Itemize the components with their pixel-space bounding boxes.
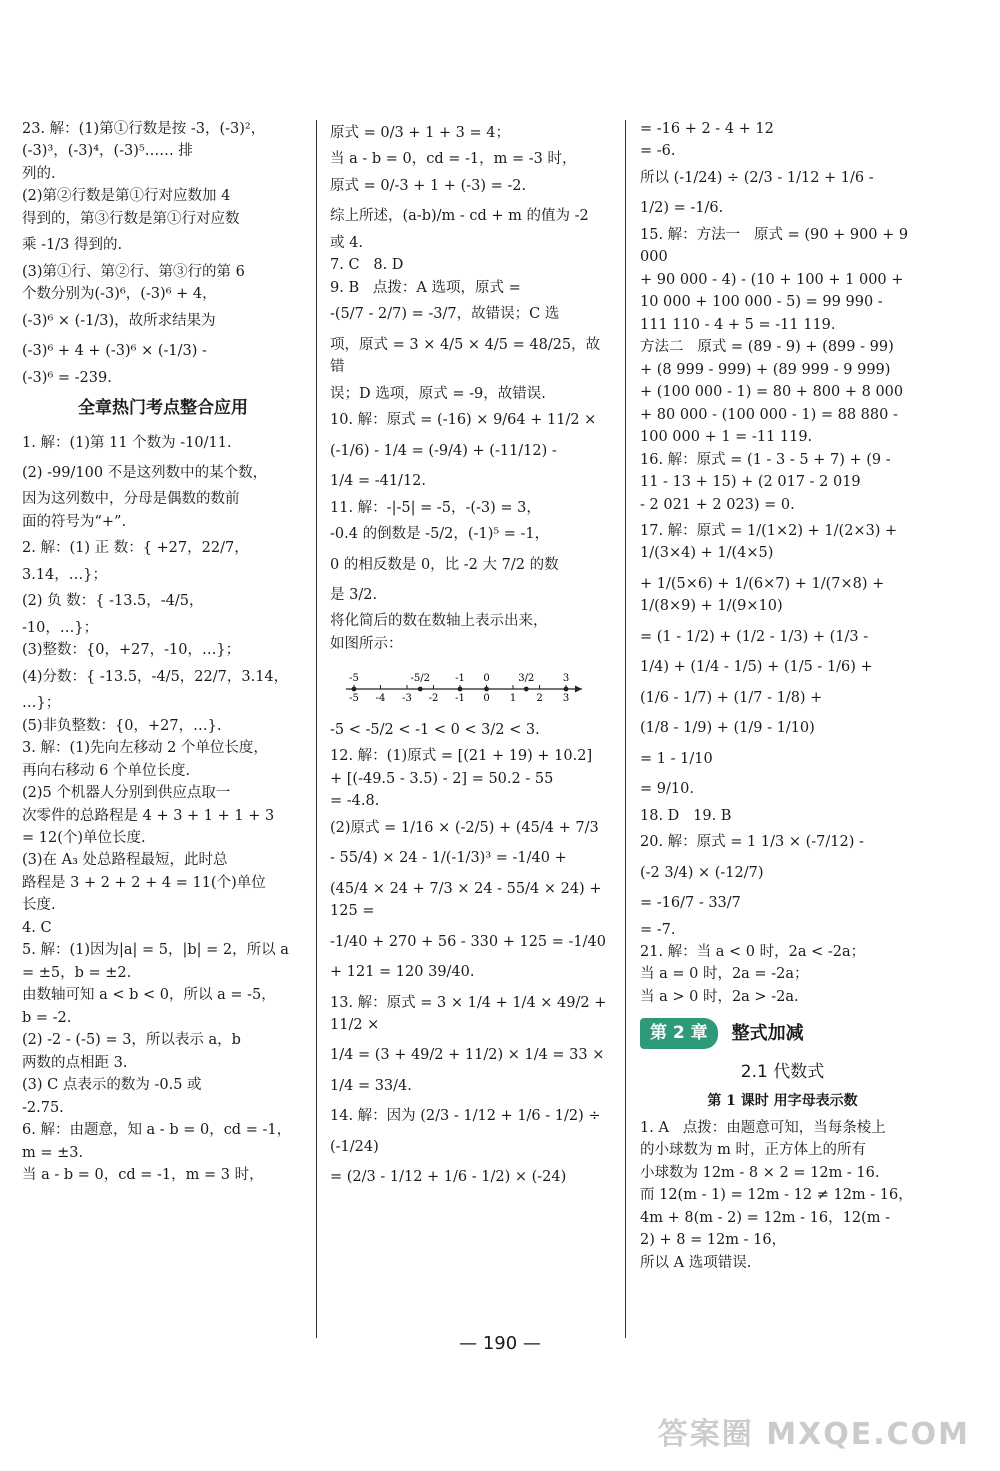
text-line: 15. 解：方法一 原式 = (90 + 900 + 9 000 <box>640 226 913 266</box>
text-line: (1/6 - 1/7) + (1/7 - 1/8) + <box>640 689 823 706</box>
text-line: 原式 = 0/-3 + 1 + (-3) = -2. <box>330 177 527 194</box>
text-line: = -16/7 - 33/7 <box>640 895 741 912</box>
text-line: 路程是 3 + 2 + 2 + 4 = 11(个)单位 <box>22 874 266 891</box>
text-line: = -7. <box>640 921 676 938</box>
number-line-tick-label: 2 <box>536 693 543 704</box>
number-line-arrow <box>575 686 582 693</box>
text-line: -(5/7 - 2/7) = -3/7，故错误；C 选 <box>330 306 560 323</box>
text-line: (2)5 个机器人分别到供应点取一 <box>22 785 231 802</box>
text-line: 的小球数为 m 时，正方体上的所有 <box>640 1142 866 1159</box>
watermark: 答案圈 MXQE.COM <box>657 1417 970 1452</box>
text-line: = ±5，b = ±2. <box>22 964 132 981</box>
text-line: -5 < -5/2 < -1 < 0 < 3/2 < 3. <box>330 721 540 738</box>
number-line-tick-label: -2 <box>428 693 439 704</box>
text-line: (3)第①行、第②行、第③行的第 6 <box>22 263 245 280</box>
column-middle <box>330 118 612 1348</box>
text-line: 当 a > 0 时，2a > -2a. <box>640 988 799 1005</box>
text-line: = -4.8. <box>330 793 380 810</box>
number-line-point <box>352 687 357 692</box>
text-line: (3)在 A₃ 处总路程最短，此时总 <box>22 852 228 869</box>
text-line: 1/4) + (1/4 - 1/5) + (1/5 - 1/6) + <box>640 659 873 676</box>
text-line: 所以 (-1/24) ÷ (2/3 - 1/12 + 1/6 - <box>640 169 874 186</box>
text-line: (-1/24) <box>330 1138 379 1155</box>
number-line-point-label: 3 <box>562 673 570 685</box>
text-line: + 1/(5×6) + 1/(6×7) + 1/(7×8) + 1/(8×9) + 1/(9×10) <box>640 575 889 615</box>
text-line: 1. A 点拨：由题意可知，当每条棱上 <box>640 1119 886 1136</box>
number-line-point <box>564 687 569 692</box>
text-line: (2) -99/100 不是这列数中的某个数， <box>22 464 268 481</box>
text-line: 当 a = 0 时，2a = -2a； <box>640 966 809 983</box>
text-line: 综上所述，(a-b)/m - cd + m 的值为 -2 <box>330 208 589 225</box>
text-line: 7. C 8. D <box>330 257 404 274</box>
text-line: 11 - 13 + 15) + (2 017 - 2 019 <box>640 474 861 491</box>
text-line: - 2 021 + 2 023) = 0. <box>640 496 795 513</box>
column-right <box>640 118 925 1348</box>
number-line-tick-label: 1 <box>509 693 517 704</box>
text-line: 当 a - b = 0，cd = -1，m = 3 时， <box>22 1167 264 1184</box>
text-line: -10，…}； <box>22 619 99 636</box>
text-line: 是 3/2. <box>330 586 378 603</box>
text-line: 13. 解：原式 = 3 × 1/4 + 1/4 × 49/2 + 11/2 × <box>330 994 611 1033</box>
text-line: 18. D 19. B <box>640 807 732 824</box>
text-line: 再向右移动 6 个单位长度. <box>22 762 191 779</box>
text-line: 2. 解：(1) 正 数：{ +27，22/7， <box>22 540 249 557</box>
number-line-point-label: -1 <box>455 673 465 685</box>
text-line: (5)非负整数：{0，+27，…}. <box>22 717 222 734</box>
text-line: + (8 999 - 999) + (89 999 - 9 999) <box>640 361 891 378</box>
chapter-title: 整式加减 <box>731 1022 804 1044</box>
text-line: (2) -2 - (-5) = 3，所以表示 a，b <box>22 1032 241 1049</box>
text-line: 111 110 - 4 + 5 = -11 119. <box>640 316 836 333</box>
text-line: 10. 解：原式 = (-16) × 9/64 + 11/2 × <box>330 412 597 429</box>
text-line: (45/4 × 24 + 7/3 × 24 - 55/4 × 24) + 125 = <box>330 880 607 920</box>
text-line: 11. 解：-|-5| = -5，-(-3) = 3， <box>330 499 541 516</box>
text-line: = 1 - 1/10 <box>640 750 713 767</box>
text-line: (-3)⁶ = -239. <box>22 369 112 386</box>
number-line-point <box>484 687 489 692</box>
text-line: 10 000 + 100 000 - 5) = 99 990 - <box>640 294 883 311</box>
text-line: 2) + 8 = 12m - 16， <box>640 1232 787 1249</box>
text-line: 16. 解：原式 = (1 - 3 - 5 + 7) + (9 - <box>640 451 891 468</box>
chapter-badge: 第 2 章 <box>640 1018 718 1048</box>
text-line: 100 000 + 1 = -11 119. <box>640 429 813 446</box>
text-line: (1/8 - 1/9) + (1/9 - 1/10) <box>640 720 815 737</box>
text-line: 1. 解：(1)第 11 个数为 -10/11. <box>22 434 232 451</box>
text-line: 4. C <box>22 919 52 936</box>
text-line: 4m + 8(m - 2) = 12m - 16，12(m - <box>640 1209 890 1226</box>
text-line: 如图所示： <box>330 635 403 652</box>
number-line <box>340 659 590 703</box>
text-line: 21. 解：当 a < 0 时，2a < -2a； <box>640 944 866 960</box>
number-line-tick-label: -5 <box>349 693 359 704</box>
text-line: (-3)⁶ × (-1/3)，故所求结果为 <box>22 312 216 329</box>
text-line: 0 的相反数是 0，比 -2 大 7/2 的数 <box>330 556 559 573</box>
text-line: = -6. <box>640 143 676 160</box>
text-line: 两数的点相距 3. <box>22 1054 128 1071</box>
text-line: (4)分数：{ -13.5，-4/5，22/7，3.14， <box>22 668 289 685</box>
text-line: (3)整数：{0，+27，-10，…}； <box>22 642 241 659</box>
chapter-heading <box>640 1018 925 1048</box>
text-line: 9. B 点拨：A 选项，原式 = <box>330 279 521 296</box>
text-line: 乘 -1/3 得到的. <box>22 237 123 254</box>
text-line: (-2 3/4) × (-12/7) <box>640 864 764 881</box>
text-line: 3.14，…}； <box>22 566 108 583</box>
number-line-point <box>458 687 463 692</box>
number-line-point-label: -5 <box>349 673 359 685</box>
lesson-title: 第 1 课时 用字母表示数 <box>707 1093 858 1110</box>
text-line: (3) C 点表示的数为 -0.5 或 <box>22 1077 202 1094</box>
text-line: (-3)⁶ + 4 + (-3)⁶ × (-1/3) - <box>22 343 207 360</box>
number-line-tick-label: -1 <box>455 693 465 704</box>
text-line: 或 4. <box>330 234 363 251</box>
text-line: 1/2) = -1/6. <box>640 200 724 217</box>
text-line: = 9/10. <box>640 781 694 798</box>
text-line: 1/4 = -41/12. <box>330 473 426 490</box>
text-line: -0.4 的倒数是 -5/2，(-1)⁵ = -1， <box>330 526 550 543</box>
text-line: = (2/3 - 1/12 + 1/6 - 1/2) × (-24) <box>330 1169 567 1186</box>
text-line: 因为这列数中，分母是偶数的数前 <box>22 491 240 508</box>
text-line: -2.75. <box>22 1099 64 1116</box>
text-line: 所以 A 选项错误. <box>640 1254 752 1271</box>
number-line-point <box>418 687 423 692</box>
number-line-point-label: -5/2 <box>410 673 430 685</box>
text-line: 23. 解：(1)第①行数是按 -3，(-3)²， <box>22 121 266 137</box>
text-line: 1/4 = (3 + 49/2 + 11/2) × 1/4 = 33 × <box>330 1047 605 1064</box>
text-line: 方法二 原式 = (89 - 9) + (899 - 99) <box>640 339 894 356</box>
text-line: 长度. <box>22 897 56 914</box>
text-line: 当 a - b = 0，cd = -1，m = -3 时， <box>330 151 577 168</box>
section-title: 全章热门考点整合应用 <box>78 398 248 419</box>
text-line: 5. 解：(1)因为|a| = 5，|b| = 2，所以 a <box>22 942 289 959</box>
text-line: …}； <box>22 695 61 712</box>
text-line: 次零件的总路程是 4 + 3 + 1 + 1 + 3 <box>22 807 275 824</box>
text-line: = 12(个)单位长度. <box>22 830 146 846</box>
text-line: 误；D 选项，原式 = -9，故错误. <box>330 385 546 402</box>
text-line: 而 12(m - 1) = 12m - 12 ≠ 12m - 16， <box>640 1187 913 1204</box>
text-line: - 55/4) × 24 - 1/(-1/3)³ = -1/40 + <box>330 850 567 867</box>
text-line: = -16 + 2 - 4 + 12 <box>640 121 774 137</box>
text-line: b = -2. <box>22 1009 72 1026</box>
text-line: + [(-49.5 - 3.5) - 2] = 50.2 - 55 <box>330 770 554 787</box>
column-left <box>22 118 304 1348</box>
number-line-tick-label: -3 <box>402 693 412 704</box>
page-number: — 190 — <box>459 1333 541 1354</box>
text-line: 17. 解：原式 = 1/(1×2) + 1/(2×3) + 1/(3×4) + 1/(4×5) <box>640 522 902 562</box>
number-line-tick-label: 0 <box>483 693 490 704</box>
text-line: 小球数为 12m - 8 × 2 = 12m - 16. <box>640 1164 880 1181</box>
text-line: = (1 - 1/2) + (1/2 - 1/3) + (1/3 - <box>640 628 869 645</box>
number-line-point <box>524 687 529 692</box>
column-divider <box>625 120 626 1338</box>
text-line: 原式 = 0/3 + 1 + 3 = 4； <box>330 125 510 141</box>
number-line-figure <box>340 659 612 710</box>
subsection-title: 2.1 代数式 <box>740 1061 825 1082</box>
text-line: 20. 解：原式 = 1 1/3 × (-7/12) - <box>640 834 864 851</box>
number-line-point-label: 0 <box>483 673 490 685</box>
text-line: 列的. <box>22 165 56 182</box>
text-line: (2) 负 数：{ -13.5，-4/5， <box>22 593 204 610</box>
text-line: 个数分别为(-3)⁶，(-3)⁶ + 4， <box>22 286 217 303</box>
text-line: 1/4 = 33/4. <box>330 1077 412 1094</box>
text-line: 由数轴可知 a < b < 0，所以 a = -5， <box>22 987 276 1004</box>
text-line: (-3)³，(-3)⁴，(-3)⁵…… 排 <box>22 143 193 160</box>
text-line: (2)原式 = 1/16 × (-2/5) + (45/4 + 7/3 <box>330 819 599 836</box>
number-line-tick-label: 3 <box>562 693 570 704</box>
text-line: + 80 000 - (100 000 - 1) = 88 880 - <box>640 406 898 423</box>
text-line: 14. 解：因为 (2/3 - 1/12 + 1/6 - 1/2) ÷ <box>330 1108 601 1125</box>
number-line-tick-label: -4 <box>375 693 386 704</box>
text-line: + 90 000 - 4) - (10 + 100 + 1 000 + <box>640 271 904 288</box>
text-line: 12. 解：(1)原式 = [(21 + 19) + 10.2] <box>330 748 593 765</box>
text-line: 面的符号为“+”. <box>22 513 127 530</box>
text-line: 3. 解：(1)先向左移动 2 个单位长度， <box>22 740 268 757</box>
text-line: 得到的，第③行数是第①行对应数 <box>22 210 240 227</box>
text-line: + 121 = 120 39/40. <box>330 964 475 981</box>
text-line: (-1/6) - 1/4 = (-9/4) + (-11/12) - <box>330 442 557 459</box>
column-divider <box>316 120 317 1338</box>
text-line: m = ±3. <box>22 1144 84 1161</box>
text-line: 将化简后的数在数轴上表示出来， <box>330 613 548 630</box>
text-line: -1/40 + 270 + 56 - 330 + 125 = -1/40 <box>330 933 606 950</box>
text-line: 6. 解：由题意，知 a - b = 0，cd = -1， <box>22 1122 292 1139</box>
number-line-point-label: 3/2 <box>518 673 535 685</box>
text-line: (2)第②行数是第①行对应数加 4 <box>22 188 231 205</box>
text-line: 项，原式 = 3 × 4/5 × 4/5 = 48/25，故错 <box>330 336 601 376</box>
text-line: + (100 000 - 1) = 80 + 800 + 8 000 <box>640 384 904 401</box>
